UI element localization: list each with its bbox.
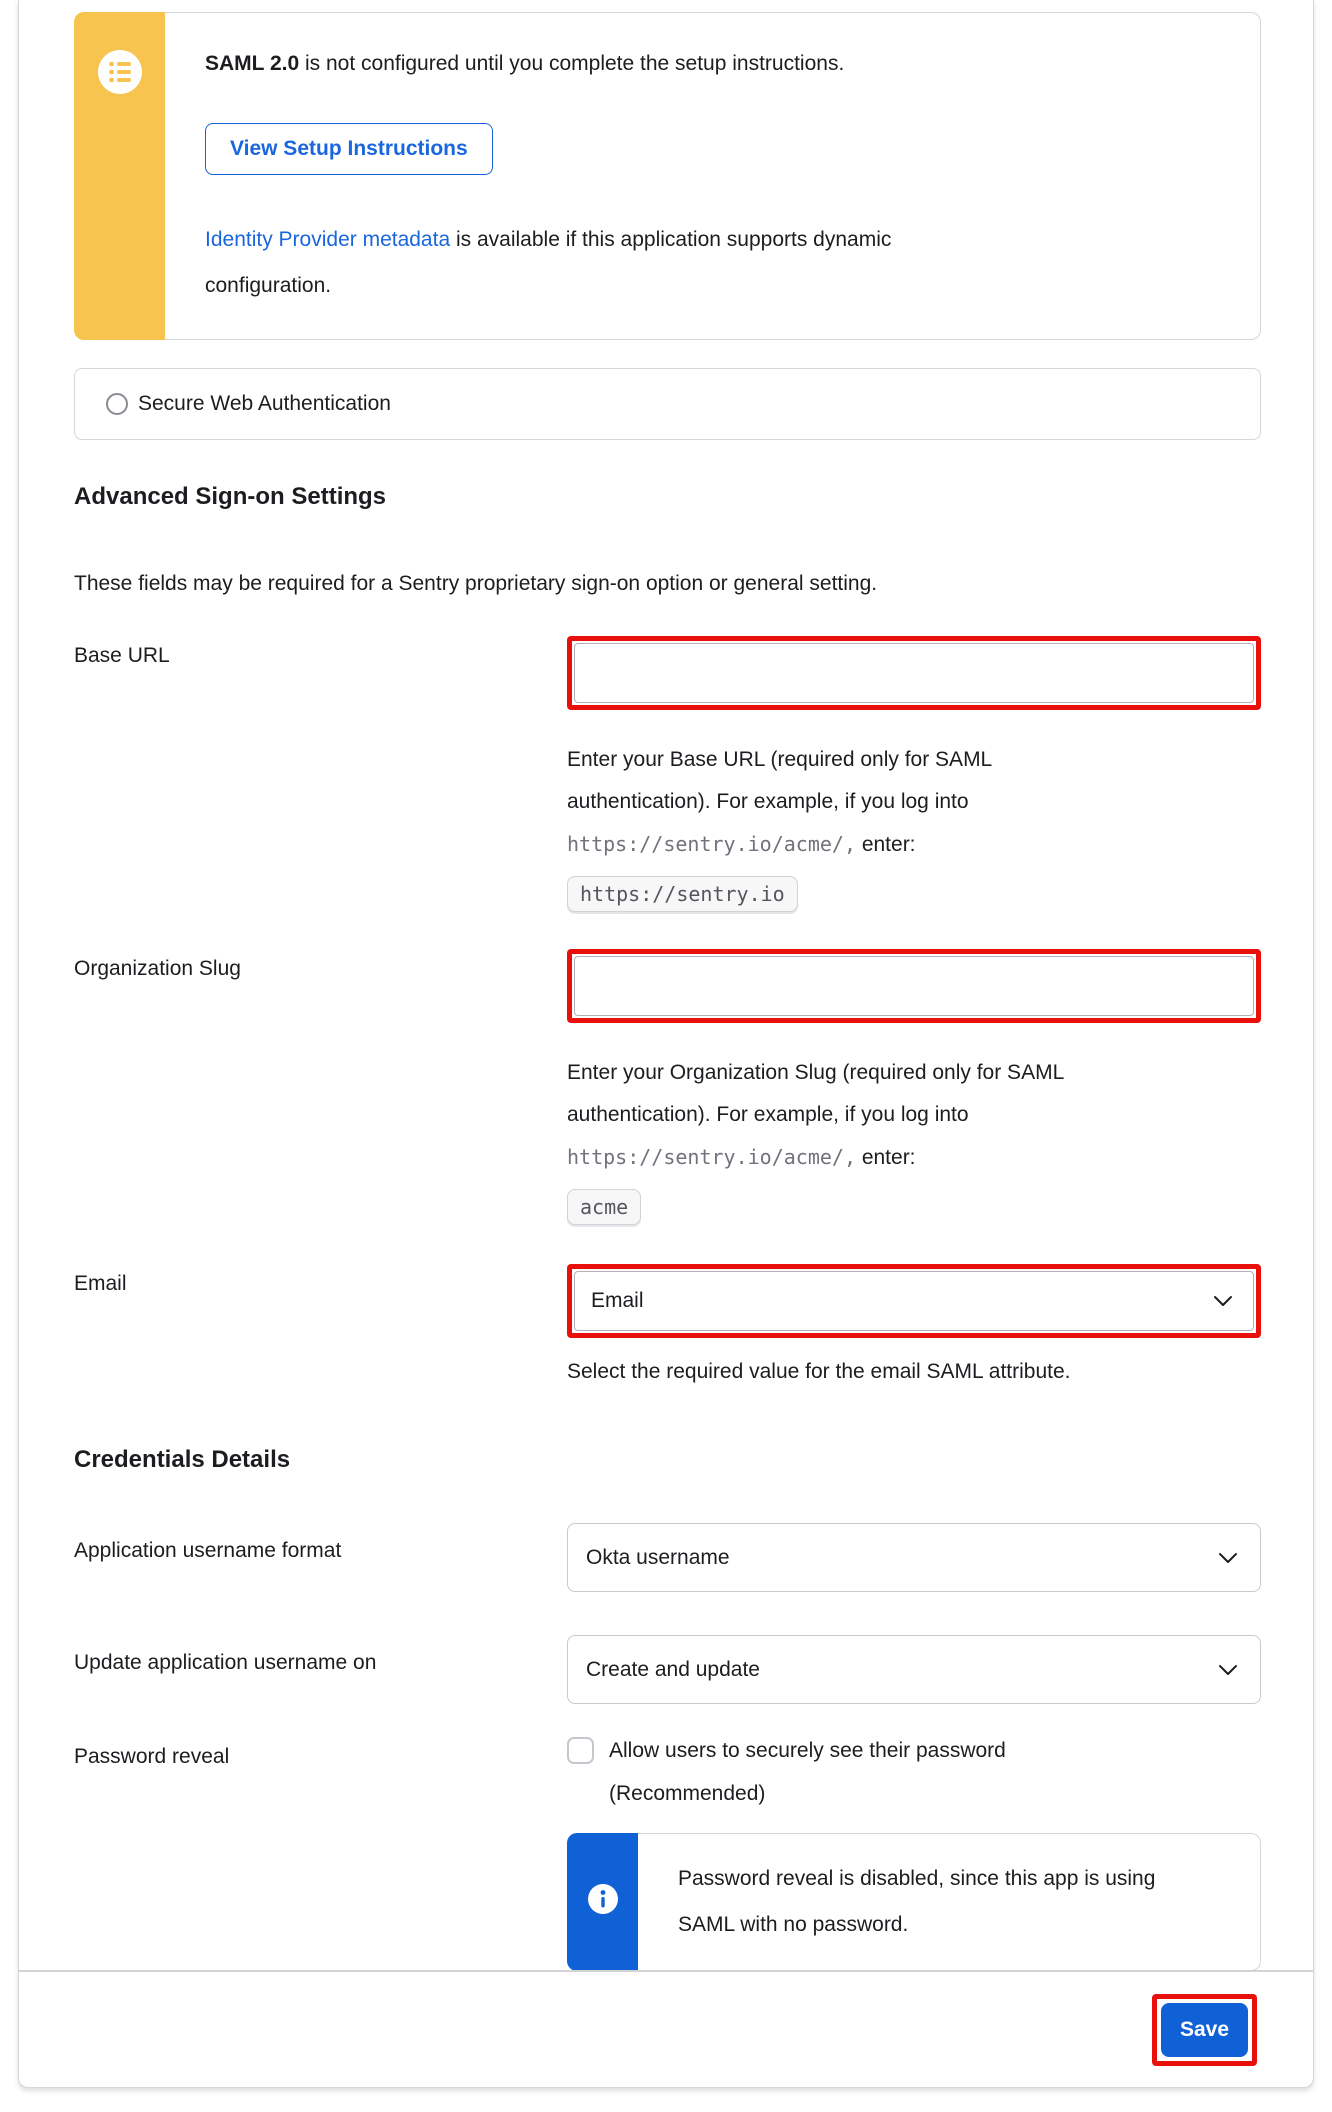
- application-username-format-value: Okta username: [586, 1545, 730, 1569]
- organization-slug-help-code: https://sentry.io/acme/,: [567, 1145, 856, 1169]
- password-reveal-checkbox-line: [567, 1729, 1261, 1815]
- email-label: Email: [74, 1272, 127, 1295]
- email-row: [74, 1264, 1261, 1385]
- advanced-settings-description: These fields may be required for a Sentry proprietary sign-on option or general setting.: [74, 572, 878, 595]
- organization-slug-input[interactable]: [574, 956, 1254, 1016]
- info-callout-body: [638, 1833, 1261, 1970]
- update-application-username-value: Create and update: [586, 1657, 760, 1681]
- secure-web-authentication-option[interactable]: [74, 368, 1261, 440]
- base-url-example-chip: https://sentry.io: [567, 876, 798, 912]
- callout-title-strong: SAML 2.0: [205, 52, 300, 75]
- organization-slug-help: [567, 1052, 1127, 1179]
- application-username-format-select[interactable]: [567, 1523, 1261, 1592]
- password-reveal-row: [74, 1729, 1261, 1970]
- base-url-input[interactable]: [574, 643, 1254, 703]
- application-username-format-row: [74, 1523, 1261, 1592]
- chevron-down-icon: [1218, 1658, 1238, 1682]
- organization-slug-help-tail: enter:: [855, 1146, 916, 1169]
- metadata-paragraph: [205, 217, 1005, 309]
- base-url-help: [567, 739, 1127, 866]
- advanced-sign-on-settings-heading: Advanced Sign-on Settings: [74, 483, 387, 510]
- save-button-highlight: [1152, 1994, 1257, 2066]
- email-select[interactable]: [574, 1271, 1254, 1331]
- organization-slug-control: [567, 949, 1261, 1225]
- update-application-username-label: Update application username on: [74, 1651, 377, 1674]
- password-reveal-checkbox-label: Allow users to securely see their password (Recommended): [609, 1739, 1006, 1805]
- saml-not-configured-callout: [74, 12, 1261, 340]
- base-url-help-tail: enter:: [855, 833, 916, 856]
- chevron-down-icon: [1218, 1546, 1238, 1570]
- organization-slug-highlight: [567, 949, 1261, 1023]
- email-select-value: Email: [591, 1289, 644, 1312]
- base-url-help-code: https://sentry.io/acme/,: [567, 832, 856, 856]
- form-footer: [19, 1970, 1313, 2087]
- swa-radio-button[interactable]: [106, 393, 128, 415]
- email-control: [567, 1264, 1261, 1385]
- email-highlight: [567, 1264, 1261, 1338]
- info-callout-band: [567, 1833, 638, 1970]
- chevron-down-icon: [1213, 1289, 1233, 1313]
- password-reveal-control: [567, 1729, 1261, 1970]
- callout-warning-band: [74, 12, 165, 340]
- save-button[interactable]: Save: [1161, 2003, 1248, 2057]
- base-url-label: Base URL: [74, 644, 170, 667]
- organization-slug-label: Organization Slug: [74, 957, 241, 980]
- application-username-format-label: Application username format: [74, 1539, 342, 1562]
- organization-slug-help-text: Enter your Organization Slug (required only for SAML authentication). For example, if you log into: [567, 1061, 1064, 1126]
- base-url-help-text: Enter your Base URL (required only for SAML authentication). For example, if you log into: [567, 748, 992, 813]
- setup-list-icon: [98, 50, 142, 340]
- panel-content: [19, 0, 1313, 1970]
- view-setup-instructions-button[interactable]: View Setup Instructions: [205, 123, 493, 175]
- email-help: Select the required value for the email SAML attribute.: [567, 1360, 1071, 1383]
- callout-title-rest: is not configured until you complete the setup instructions.: [299, 52, 845, 75]
- info-icon: [588, 1884, 618, 1920]
- base-url-row: [74, 636, 1261, 912]
- callout-body: [165, 12, 1261, 340]
- app-sign-on-settings-panel: [18, 0, 1314, 2088]
- organization-slug-example-row: [567, 1189, 1261, 1225]
- base-url-control: [567, 636, 1261, 912]
- password-reveal-label: Password reveal: [74, 1745, 230, 1768]
- metadata-rest: is available if this application supports dynamic configuration.: [205, 228, 892, 297]
- update-application-username-row: [74, 1635, 1261, 1704]
- organization-slug-row: [74, 949, 1261, 1225]
- organization-slug-example-chip: acme: [567, 1189, 641, 1225]
- credentials-details-heading: Credentials Details: [74, 1446, 291, 1473]
- callout-title: [205, 49, 1220, 79]
- identity-provider-metadata-link[interactable]: Identity Provider metadata: [205, 228, 451, 251]
- update-application-username-select[interactable]: [567, 1635, 1261, 1704]
- password-reveal-checkbox[interactable]: [567, 1737, 594, 1764]
- info-callout-text: Password reveal is disabled, since this app is using SAML with no password.: [678, 1867, 1156, 1936]
- base-url-example-row: [567, 876, 1261, 912]
- password-reveal-info-callout: [567, 1833, 1261, 1970]
- swa-radio-label: Secure Web Authentication: [138, 392, 391, 415]
- base-url-highlight: [567, 636, 1261, 710]
